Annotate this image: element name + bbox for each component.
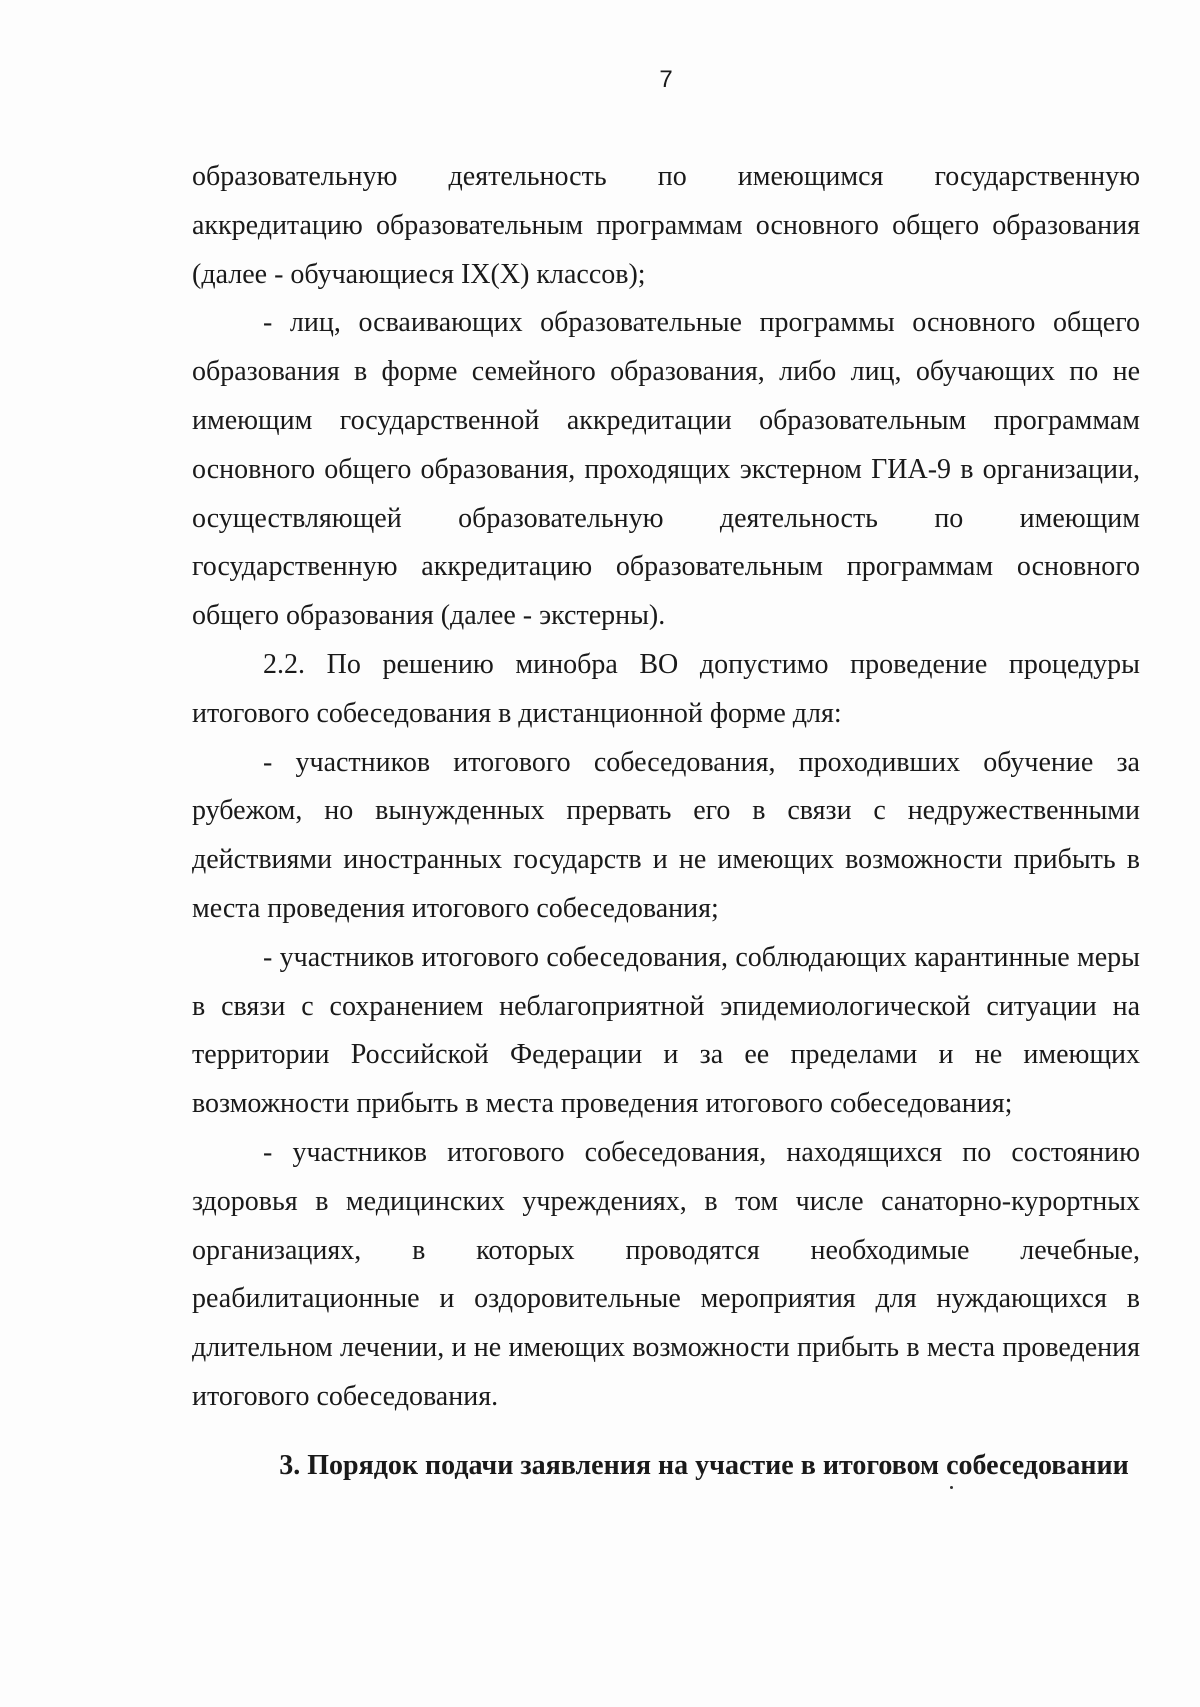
section-heading: 3. Порядок подачи заявления на участие в итоговом собеседовании (279, 1450, 1129, 1481)
document-body (192, 153, 1140, 1422)
paragraph-quarantine-participants: - участников итогового собеседования, соблюдающих карантинные меры в связи с сохранением неблагоприятной эпидемиологической ситуации на территории Российской Федерации и за ее пределами и не имеющих возможности прибыть в места проведения итогового собеседования; (192, 941, 1140, 1120)
paragraph-continuation: образовательную деятельность по имеющимся государственную аккредитацию образовательным программам основного общего образования (далее - обучающиеся IX(X) классов); (192, 161, 1140, 290)
paragraph-externs: - лиц, осваивающих образовательные программы основного общего образования в форме семейного образования, либо лиц, обучающих по не имеющим государственной аккредитации образовательным программам основного общего образования, проходящих экстерном ГИА-9 в организации, осуществляющей образовательную деятельность по имеющим государственную аккредитацию образовательным программам основного общего образования (далее - экстерны). (192, 307, 1140, 632)
scan-speck (950, 1486, 953, 1489)
paragraph-medical-participants: - участников итогового собеседования, находящихся по состоянию здоровья в медицинских учреждениях, в том числе санаторно-курортных организациях, в которых проводятся необходимые лечебные, реабилитационные и оздоровительные мероприятия для нуждающихся в длительном лечении, и не имеющих возможности прибыть в места проведения итогового собеседования. (192, 1136, 1140, 1412)
page-number: 7 (659, 66, 673, 93)
paragraph-abroad-participants: - участников итогового собеседования, проходивших обучение за рубежом, но вынужденных прервать его в связи с недружественными действиями иностранных государств и не имеющих возможности прибыть в места проведения итогового собеседования; (192, 746, 1140, 924)
paragraph-clause-2-2: 2.2. По решению минобра ВО допустимо проведение процедуры итогового собеседования в дистанционной форме для: (192, 648, 1140, 729)
